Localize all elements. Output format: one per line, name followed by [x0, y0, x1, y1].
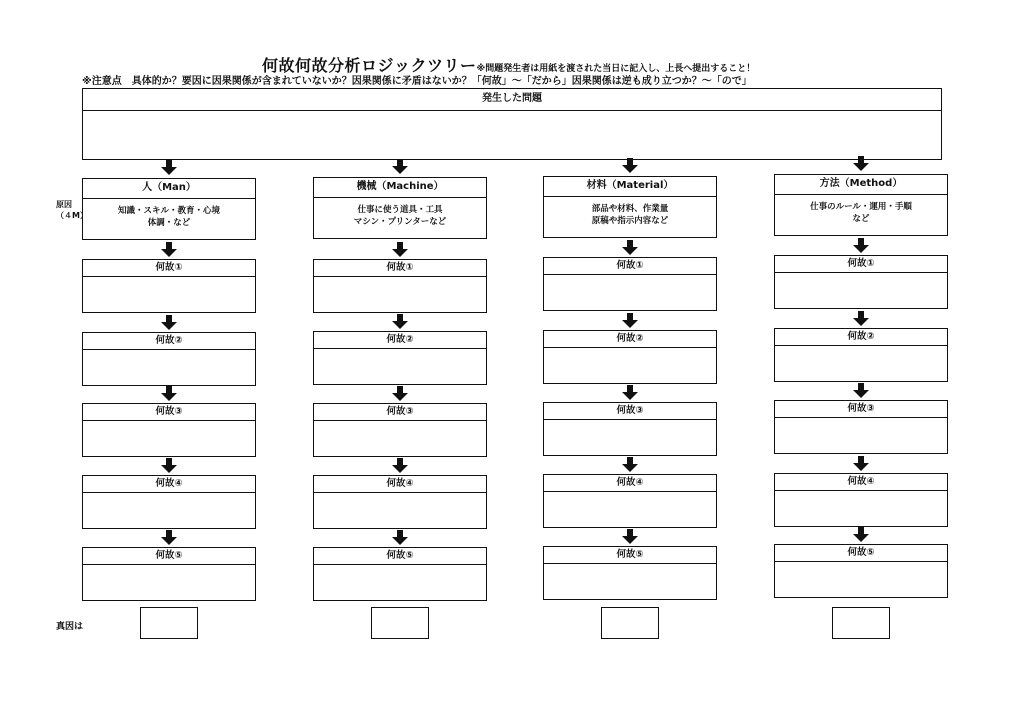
- why-label: 何故⑤: [83, 548, 255, 565]
- category-title: 人（Man）: [83, 179, 255, 199]
- why-box: [82, 403, 256, 457]
- category-desc-line: 知識・スキル・教育・心境: [118, 206, 220, 216]
- cause-label: 原因: [56, 200, 72, 209]
- down-arrow-icon: [161, 530, 177, 546]
- why-box: [82, 547, 256, 601]
- why-box: [82, 259, 256, 313]
- why-answer-field[interactable]: [314, 277, 486, 312]
- why-label: 何故②: [775, 329, 947, 346]
- root-cause-field[interactable]: [140, 607, 198, 639]
- down-arrow-icon: [853, 383, 869, 399]
- why-box: [313, 331, 487, 385]
- why-label: 何故⑤: [544, 547, 716, 564]
- category-title: 方法（Method）: [775, 175, 947, 195]
- why-answer-field[interactable]: [314, 421, 486, 456]
- why-box: [774, 544, 948, 598]
- caution-note: ※注意点 具体的か？要因に因果関係が含まれていないか？因果関係に矛盾はないか？「何故」～「だから」因果関係は逆も成り立つか？～「ので」: [82, 76, 752, 87]
- category-desc-line: 体調・など: [147, 218, 191, 228]
- why-label: 何故④: [775, 474, 947, 491]
- why-label: 何故①: [544, 258, 716, 275]
- down-arrow-icon: [853, 311, 869, 327]
- why-box: [543, 330, 717, 384]
- down-arrow-icon: [392, 458, 408, 474]
- why-label: 何故①: [775, 256, 947, 273]
- why-label: 何故②: [544, 331, 716, 348]
- why-answer-field[interactable]: [775, 418, 947, 453]
- why-answer-field[interactable]: [83, 565, 255, 600]
- category-description: [83, 199, 255, 229]
- category-desc-line: など: [852, 214, 870, 224]
- why-answer-field[interactable]: [775, 273, 947, 308]
- why-answer-field[interactable]: [775, 491, 947, 526]
- why-label: 何故③: [775, 401, 947, 418]
- why-label: 何故③: [544, 403, 716, 420]
- cause-4m-label: （４M）: [56, 211, 88, 220]
- why-answer-field[interactable]: [83, 277, 255, 312]
- category-box: [82, 178, 256, 240]
- why-answer-field[interactable]: [775, 562, 947, 597]
- category-description: [775, 195, 947, 225]
- problem-label: 発生した問題: [83, 89, 941, 111]
- root-cause-label: 真因は: [56, 622, 84, 632]
- why-label: 何故①: [83, 260, 255, 277]
- down-arrow-icon: [622, 313, 638, 329]
- category-box: [774, 174, 948, 236]
- down-arrow-icon: [161, 315, 177, 331]
- why-label: 何故②: [314, 332, 486, 349]
- category-description: [544, 197, 716, 227]
- category-box: [543, 176, 717, 238]
- down-arrow-icon: [392, 386, 408, 402]
- why-answer-field[interactable]: [544, 275, 716, 310]
- why-box: [774, 400, 948, 454]
- down-arrow-icon: [622, 385, 638, 401]
- why-label: 何故⑤: [314, 548, 486, 565]
- submission-note: ※問題発生者は用紙を渡された当日に記入し、上長へ提出すること！: [476, 64, 756, 74]
- why-box: [543, 474, 717, 528]
- down-arrow-icon: [392, 242, 408, 258]
- problem-field[interactable]: [83, 111, 941, 159]
- why-answer-field[interactable]: [775, 346, 947, 381]
- why-answer-field[interactable]: [544, 492, 716, 527]
- category-title: 機械（Machine）: [314, 178, 486, 198]
- why-box: [313, 403, 487, 457]
- down-arrow-icon: [622, 240, 638, 256]
- why-box: [313, 259, 487, 313]
- why-box: [774, 473, 948, 527]
- why-box: [313, 475, 487, 529]
- why-label: 何故⑤: [775, 545, 947, 562]
- root-cause-field[interactable]: [832, 607, 890, 639]
- down-arrow-icon: [853, 456, 869, 472]
- why-box: [543, 546, 717, 600]
- down-arrow-icon: [161, 458, 177, 474]
- down-arrow-icon: [392, 530, 408, 546]
- category-desc-line: 原稿や指示内容など: [591, 216, 669, 226]
- root-cause-field[interactable]: [601, 607, 659, 639]
- page-title: 何故何故分析ロジックツリー: [262, 56, 477, 75]
- why-label: 何故③: [83, 404, 255, 421]
- why-label: 何故④: [544, 475, 716, 492]
- why-label: 何故①: [314, 260, 486, 277]
- why-box: [543, 257, 717, 311]
- why-label: 何故③: [314, 404, 486, 421]
- down-arrow-icon: [161, 386, 177, 402]
- down-arrow-icon: [622, 529, 638, 545]
- root-cause-field[interactable]: [371, 607, 429, 639]
- down-arrow-icon: [853, 156, 869, 172]
- down-arrow-icon: [392, 159, 408, 175]
- why-box: [82, 475, 256, 529]
- category-description: [314, 198, 486, 228]
- down-arrow-icon: [853, 527, 869, 543]
- why-box: [82, 332, 256, 386]
- down-arrow-icon: [622, 457, 638, 473]
- category-desc-line: マシン・プリンターなど: [353, 217, 447, 227]
- why-answer-field[interactable]: [83, 493, 255, 528]
- why-answer-field[interactable]: [314, 493, 486, 528]
- why-label: 何故②: [83, 333, 255, 350]
- why-answer-field[interactable]: [544, 348, 716, 383]
- category-desc-line: 仕事のルール・運用・手順: [810, 202, 912, 212]
- category-box: [313, 177, 487, 239]
- down-arrow-icon: [853, 238, 869, 254]
- category-desc-line: 仕事に使う道具・工具: [357, 205, 443, 215]
- category-title: 材料（Material）: [544, 177, 716, 197]
- down-arrow-icon: [622, 158, 638, 174]
- category-desc-line: 部品や材料、作業量: [591, 204, 669, 214]
- why-box: [774, 328, 948, 382]
- why-answer-field[interactable]: [544, 420, 716, 455]
- why-answer-field[interactable]: [314, 349, 486, 384]
- why-box: [543, 402, 717, 456]
- why-answer-field[interactable]: [314, 565, 486, 600]
- down-arrow-icon: [161, 160, 177, 176]
- why-box: [313, 547, 487, 601]
- problem-box: [82, 88, 942, 160]
- why-answer-field[interactable]: [544, 564, 716, 599]
- down-arrow-icon: [392, 314, 408, 330]
- why-label: 何故④: [314, 476, 486, 493]
- why-answer-field[interactable]: [83, 421, 255, 456]
- why-label: 何故④: [83, 476, 255, 493]
- why-box: [774, 255, 948, 309]
- why-answer-field[interactable]: [83, 350, 255, 385]
- down-arrow-icon: [161, 242, 177, 258]
